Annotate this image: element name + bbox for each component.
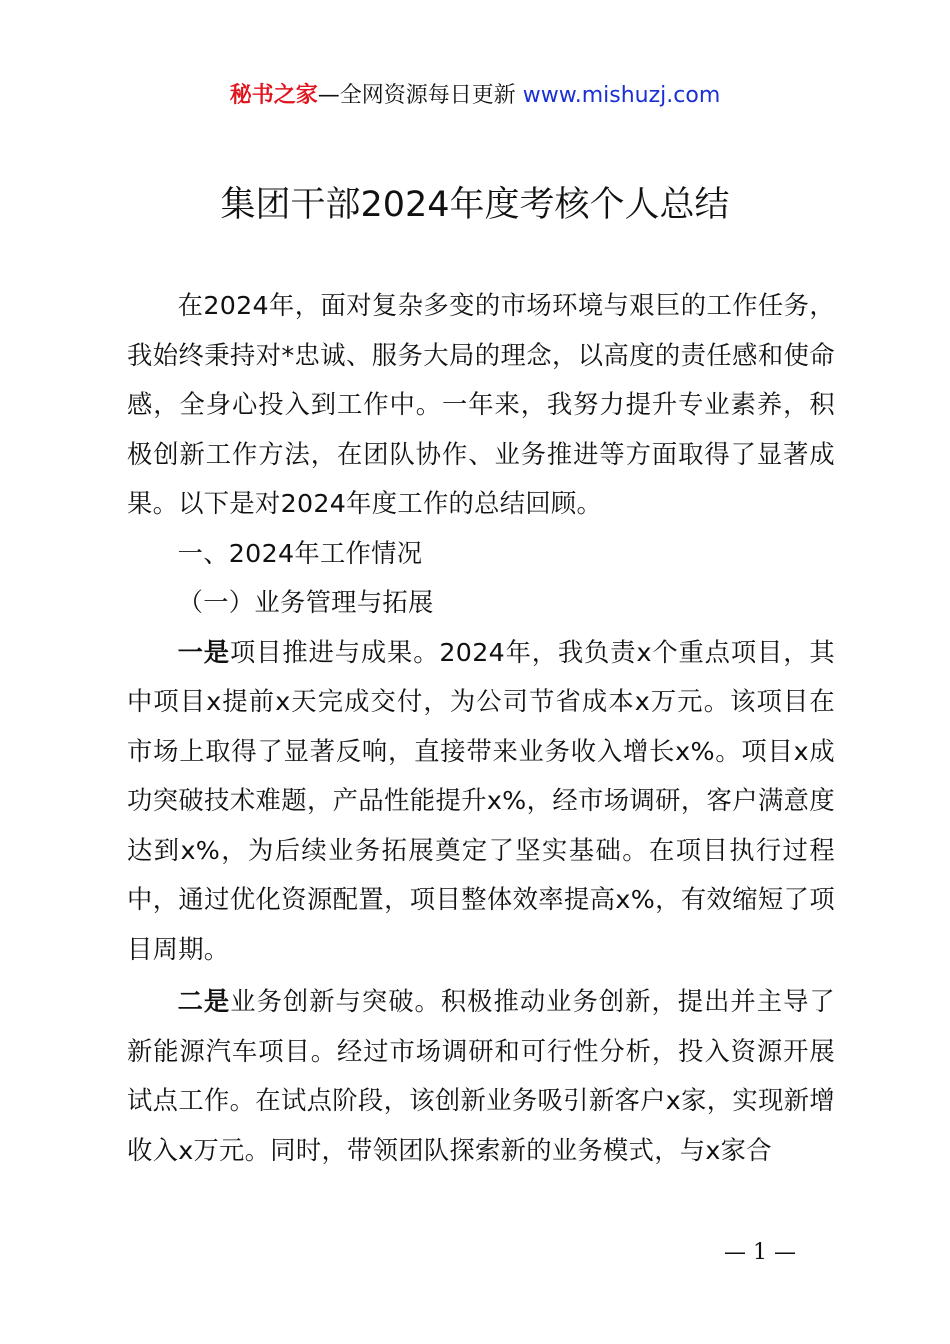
section-heading: 一、2024年工作情况 (177, 538, 423, 568)
site-header (0, 80, 950, 112)
page-number: — 1 — (724, 1240, 796, 1265)
site-brand: 秘书之家 (229, 83, 318, 108)
item-lead-2: 二是 (177, 987, 231, 1016)
document-body (127, 281, 835, 1175)
item-lead-1: 一是 (177, 637, 230, 667)
item-text-2: 业务创新与突破。积极推动业务创新，提出并主导了新能源汽车项目。经过市场调研和可行性分析，投入资源开展试点工作。在试点阶段，该创新业务吸引新客户x家，实现新增收入x万元。同时，带领团队探索新的业务模式，与x家合 (127, 987, 835, 1165)
intro-paragraph: 在2024年，面对复杂多变的市场环境与艰巨的工作任务，我始终秉持对*忠诚、服务大局的理念，以高度的责任感和使命感，全身心投入到工作中。一年来，我努力提升专业素养，积极创新工作方法，在团队协作、业务推进等方面取得了显著成果。以下是对2024年度工作的总结回顾。 (127, 291, 835, 518)
document-title: 集团干部2024年度考核个人总结 (220, 185, 730, 225)
item-text-1: 项目推进与成果。2024年，我负责x个重点项目，其中项目x提前x天完成交付，为公司节省成本x万元。该项目在市场上取得了显著反响，直接带来业务收入增长x%。项目x成功突破技术难题，产品性能提升x%，经市场调研，客户满意度达到x%，为后续业务拓展奠定了坚实基础。在项目执行过程中，通过优化资源配置，项目整体效率提高x%，有效缩短了项目周期。 (127, 637, 835, 964)
site-slogan: —全网资源每日更新 (317, 83, 516, 108)
subsection-heading: （一）业务管理与拓展 (177, 588, 434, 617)
site-url-link[interactable]: www.mishuzj.com (522, 83, 721, 108)
item-paragraph-1 (127, 628, 835, 975)
item-paragraph-2 (127, 977, 835, 1175)
